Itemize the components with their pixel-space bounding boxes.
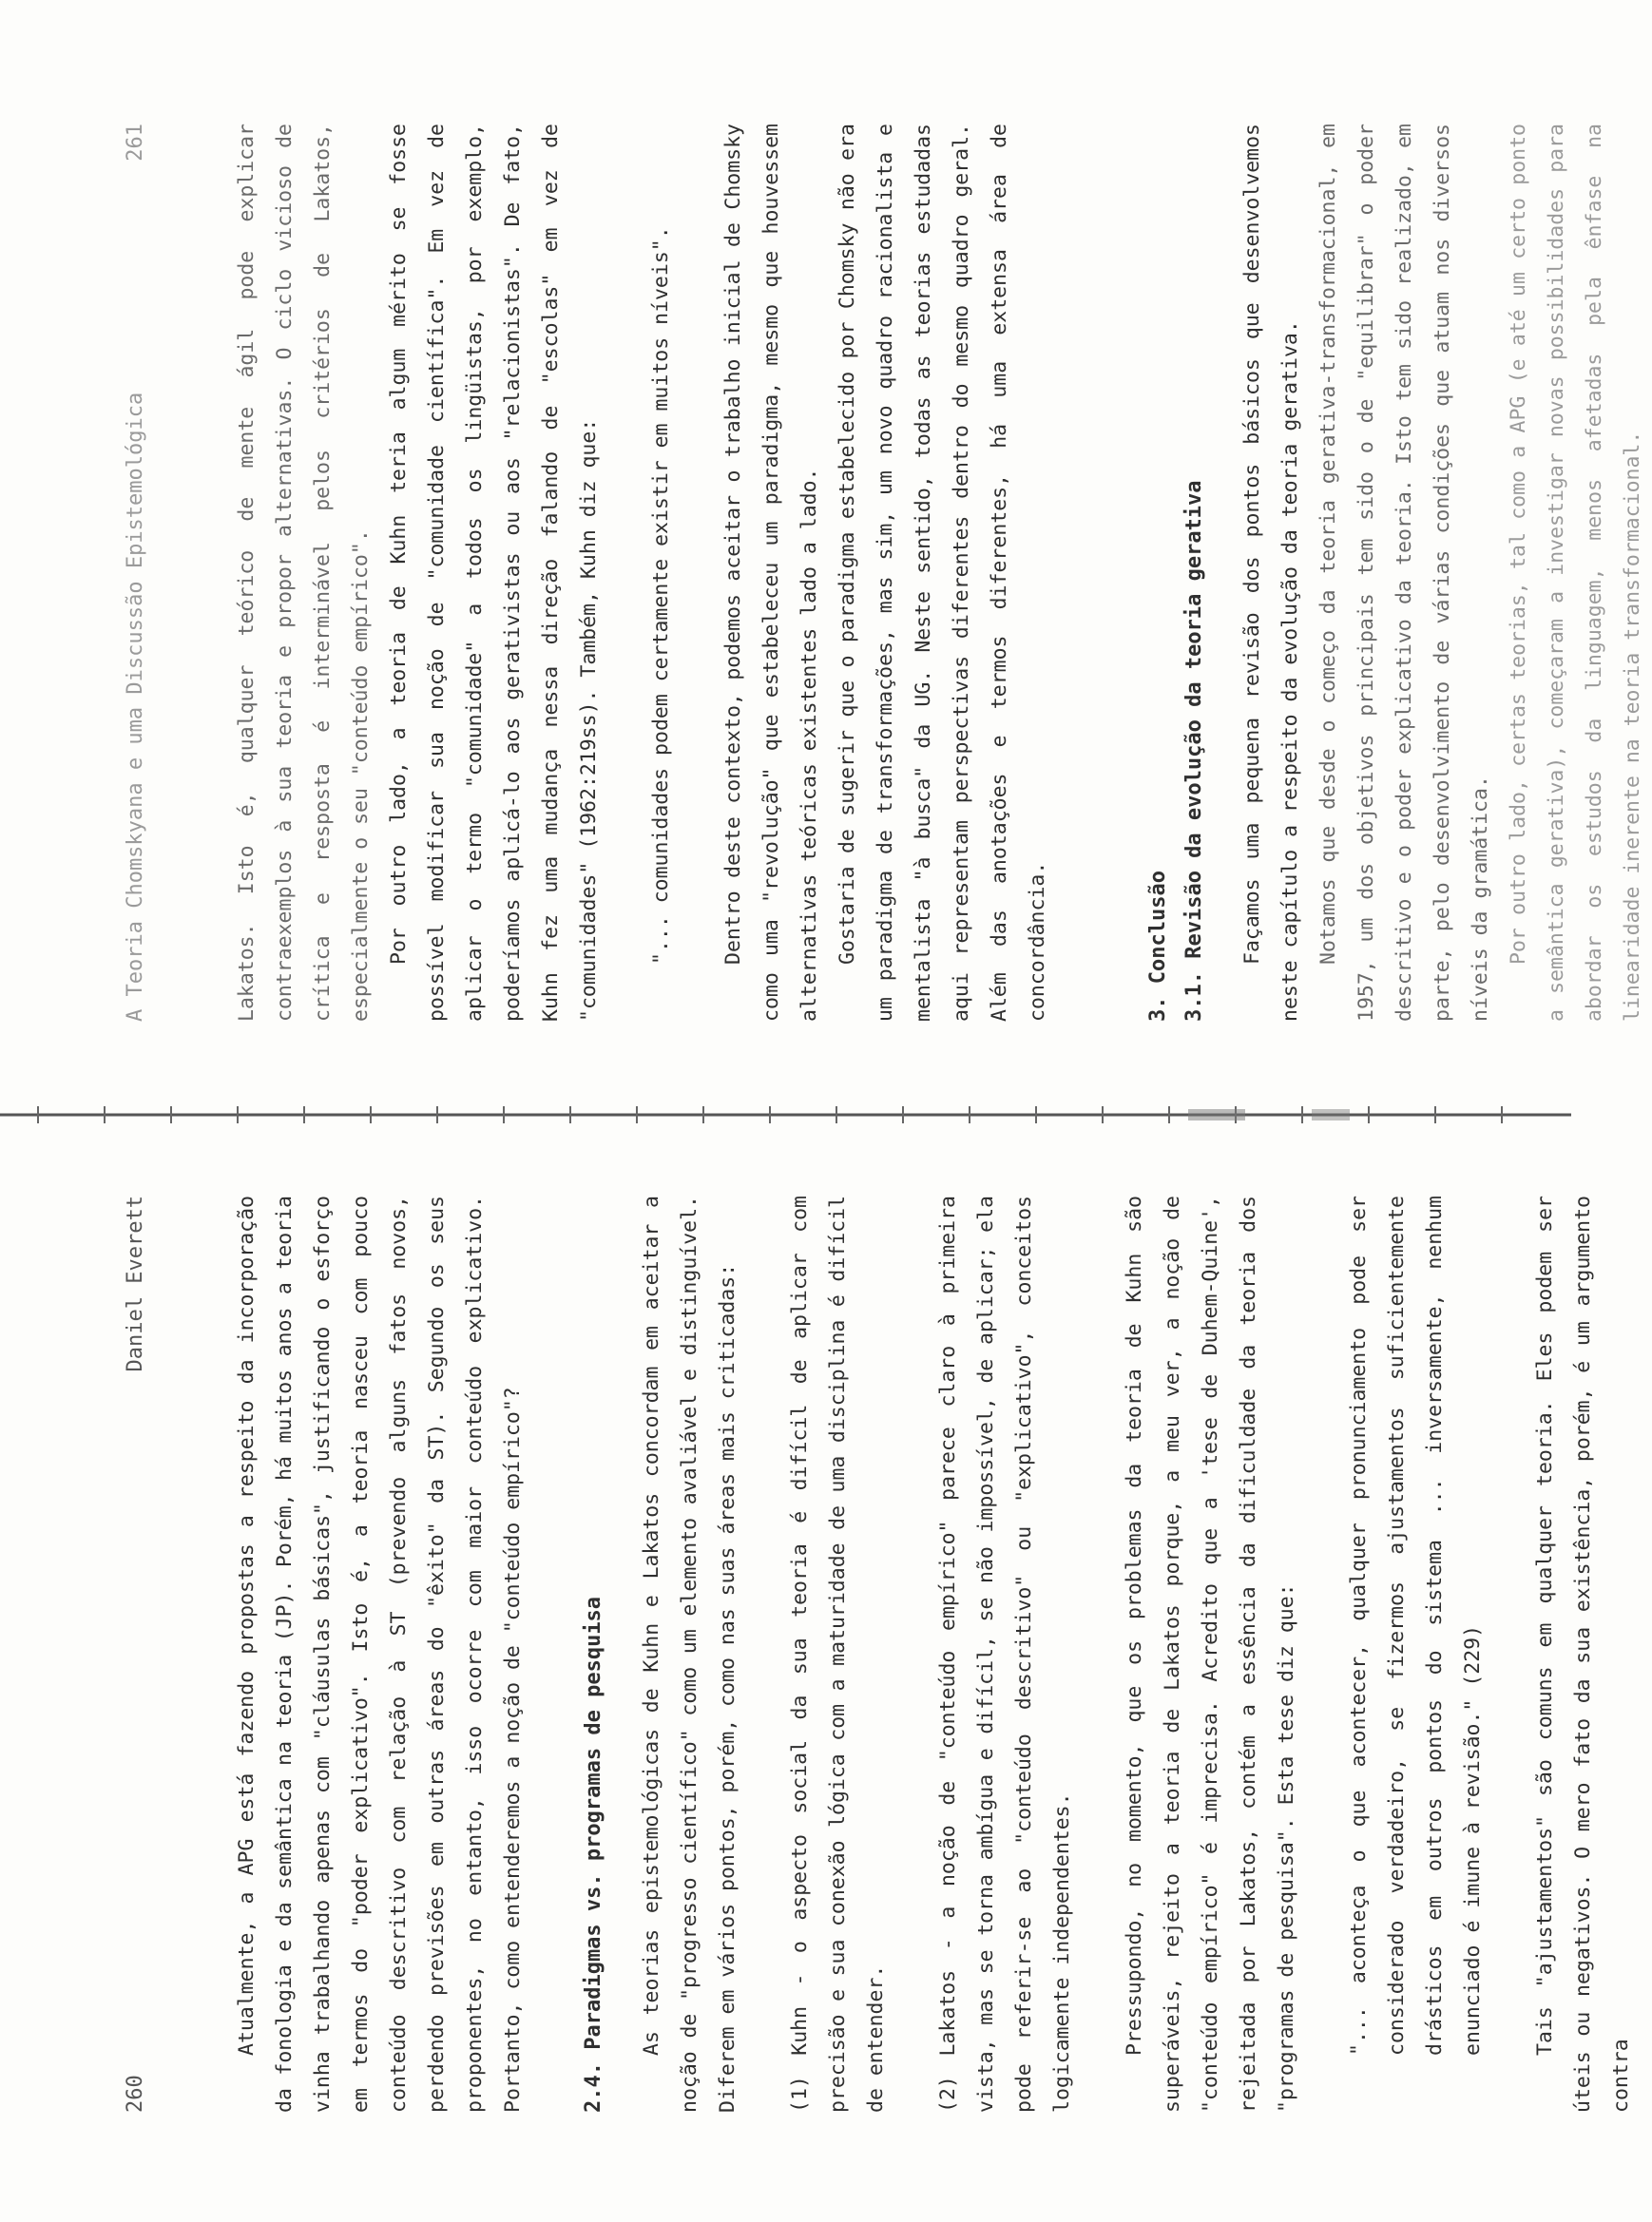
paragraph-pressupondo: Pressupondo, no momento, que os problemas da teoria de Kuhn são superáveis, rejeito a teoria de Lakatos porque, a meu ver, a noção de "conteúdo empírico" é imprecisa. Acredito que a 'tese de Duhem-Quine', rejeitada por Lakatos, contém a essência da dificuldade da teoria dos "programas de pesquisa". Esta tese diz que: — [1123, 1196, 1298, 2113]
left-page — [0, 1158, 1633, 2222]
right-body — [228, 124, 1652, 1022]
right-page-number: 261 — [124, 124, 147, 162]
stitching-graphic — [0, 1101, 1571, 1129]
left-body — [228, 1196, 1641, 2113]
book-spine-stitching — [0, 1101, 1571, 1129]
paragraph-notamos: Notamos que desde o começo da teoria gerativa-transformacional, em 1957, um dos objetivos principais tem sido o de "equilibrar" o poder descritivo e o poder explicativo da teoria. Isto tem sido realizado, em parte, pelo desenvolvimento de várias condições que atuam nos diversos níveis da gramática. — [1316, 124, 1492, 1022]
paragraph-atualmente: Atualmente, a APG está fazendo propostas a respeito da incorporação da fonologia e da semântica na teoria (JP). Porém, há muitos anos a teoria vinha trabalhando apenas com "cláusulas básicas", justificando o esforço em termos do "poder explicativo". Isto é, a teoria nasceu com pouco conteúdo descritivo com relação à ST (prevendo alguns fatos novos, perdendo previsões em outras áreas do "êxito" da ST). Segundo os seus proponentes, no entanto, isso ocorre com maior conteúdo explicativo. Portanto, como entenderemos a noção de "conteúdo empírico"? — [235, 1196, 525, 2113]
section-heading-2-4: 2.4. Paradigmas vs. programas de pesquisa — [582, 1596, 605, 2113]
right-page — [0, 0, 1644, 1067]
left-running-head: Daniel Everett — [124, 1196, 147, 1372]
paragraph-ajustamentos: Tais "ajustamentos" são comuns em qualquer teoria. Eles podem ser úteis ou negativos. O mero fato da sua existência, porém, é um argumento contra — [1533, 1196, 1633, 2113]
list-item-lakatos: (2) Lakatos - a noção de "conteúdo empírico" parece claro à primeira vista, mas se torna ambígua e difícil, se não impossível, de aplicar; ela pode referir-se ao "conteúdo descritivo" ou "explicativo", conceitos logicamente independentes. — [936, 1196, 1074, 2113]
section-heading-3: 3. Conclusão — [1146, 871, 1170, 1022]
paragraph-teorias: As teorias epistemológicas de Kuhn e Lakatos concordam em aceitar a noção de "progresso científico" como um elemento avaliável e distinguível. Diferem em vários pontos, porém, como nas suas áreas mais criticadas: — [640, 1196, 740, 2113]
paragraph-por-outro-lado-apg: Por outro lado, certas teorias, tal como a APG (e até um certo ponto a semântica gerativa), começaram a investigar novas possibilidades para abordar os estudos da linguagem, menos afetadas pela ênfase na linearidade inerente na teoria transformacional. — [1507, 124, 1644, 1022]
left-page-number: 260 — [124, 2075, 147, 2113]
paragraph-facamos: Façamos uma pequena revisão dos pontos básicos que desenvolvemos neste capítulo a respeito da evolução da teoria gerativa. — [1240, 124, 1302, 1022]
block-quote-duhem-quine: "... aconteça o que acontecer, qualquer pronunciamento pode ser considerado verdadeiro, se fizermos ajustamentos suficientemente drásticos em outros pontos do sistema ... inversamente, nenhum enunciado é imune à revisão." (229) — [1347, 1196, 1485, 2056]
paragraph-outro-lado-kuhn: Por outro lado, a teoria de Kuhn teria algum mérito se fosse possível modificar sua noção de "comunidade científica". Em vez de aplicar o termo "comunidade" a todos os lingüistas, por exemplo, poderíamos aplicá-lo aos gerativistas ou aos "relacionistas". De fato, Kuhn fez uma mudança nessa direção falando de "escolas" em vez de "comunidades" (1962:219ss). Também, Kuhn diz que: — [387, 124, 601, 1022]
right-page-header — [124, 124, 181, 1022]
paragraph-dentro-contexto: Dentro deste contexto, podemos aceitar o trabalho inicial de Chomsky como uma "revolução" que estabeleceu um paradigma, mesmo que houvessem alternativas teóricas existentes lado a lado. — [721, 124, 821, 1022]
section-heading-3-1: 3.1. Revisão da evolução da teoria gerativa — [1182, 480, 1206, 1022]
paragraph-lakatos: Lakatos. Isto é, qualquer teórico de mente ágil pode explicar contraexemplos à sua teoria e propor alternativas. O ciclo vicioso de crítica e resposta é interminável pelos critérios de Lakatos, especialmente o seu "conteúdo empírico". — [235, 124, 373, 1022]
list-item-kuhn: (1) Kuhn - o aspecto social da sua teoria é difícil de aplicar com precisão e sua conexão lógica com a maturidade de uma disciplina é difícil de entender. — [788, 1196, 888, 2113]
paragraph-gostaria: Gostaria de sugerir que o paradigma estabelecido por Chomsky não era um paradigma de transformações, mas sim, um novo quadro racionalista e mentalista "à busca" da UG. Neste sentido, todas as teorias estudadas aqui representam perspectivas diferentes dentro do mesmo quadro geral. Além das anotações e termos diferentes, há uma extensa área de concordância. — [836, 124, 1049, 1022]
block-quote-comunidades: "... comunidades podem certamente existir em muitos níveis". — [649, 226, 673, 965]
right-running-head: A Teoria Chomskyana e uma Discussão Epistemológica — [124, 392, 147, 1022]
left-page-header — [124, 1196, 181, 2113]
